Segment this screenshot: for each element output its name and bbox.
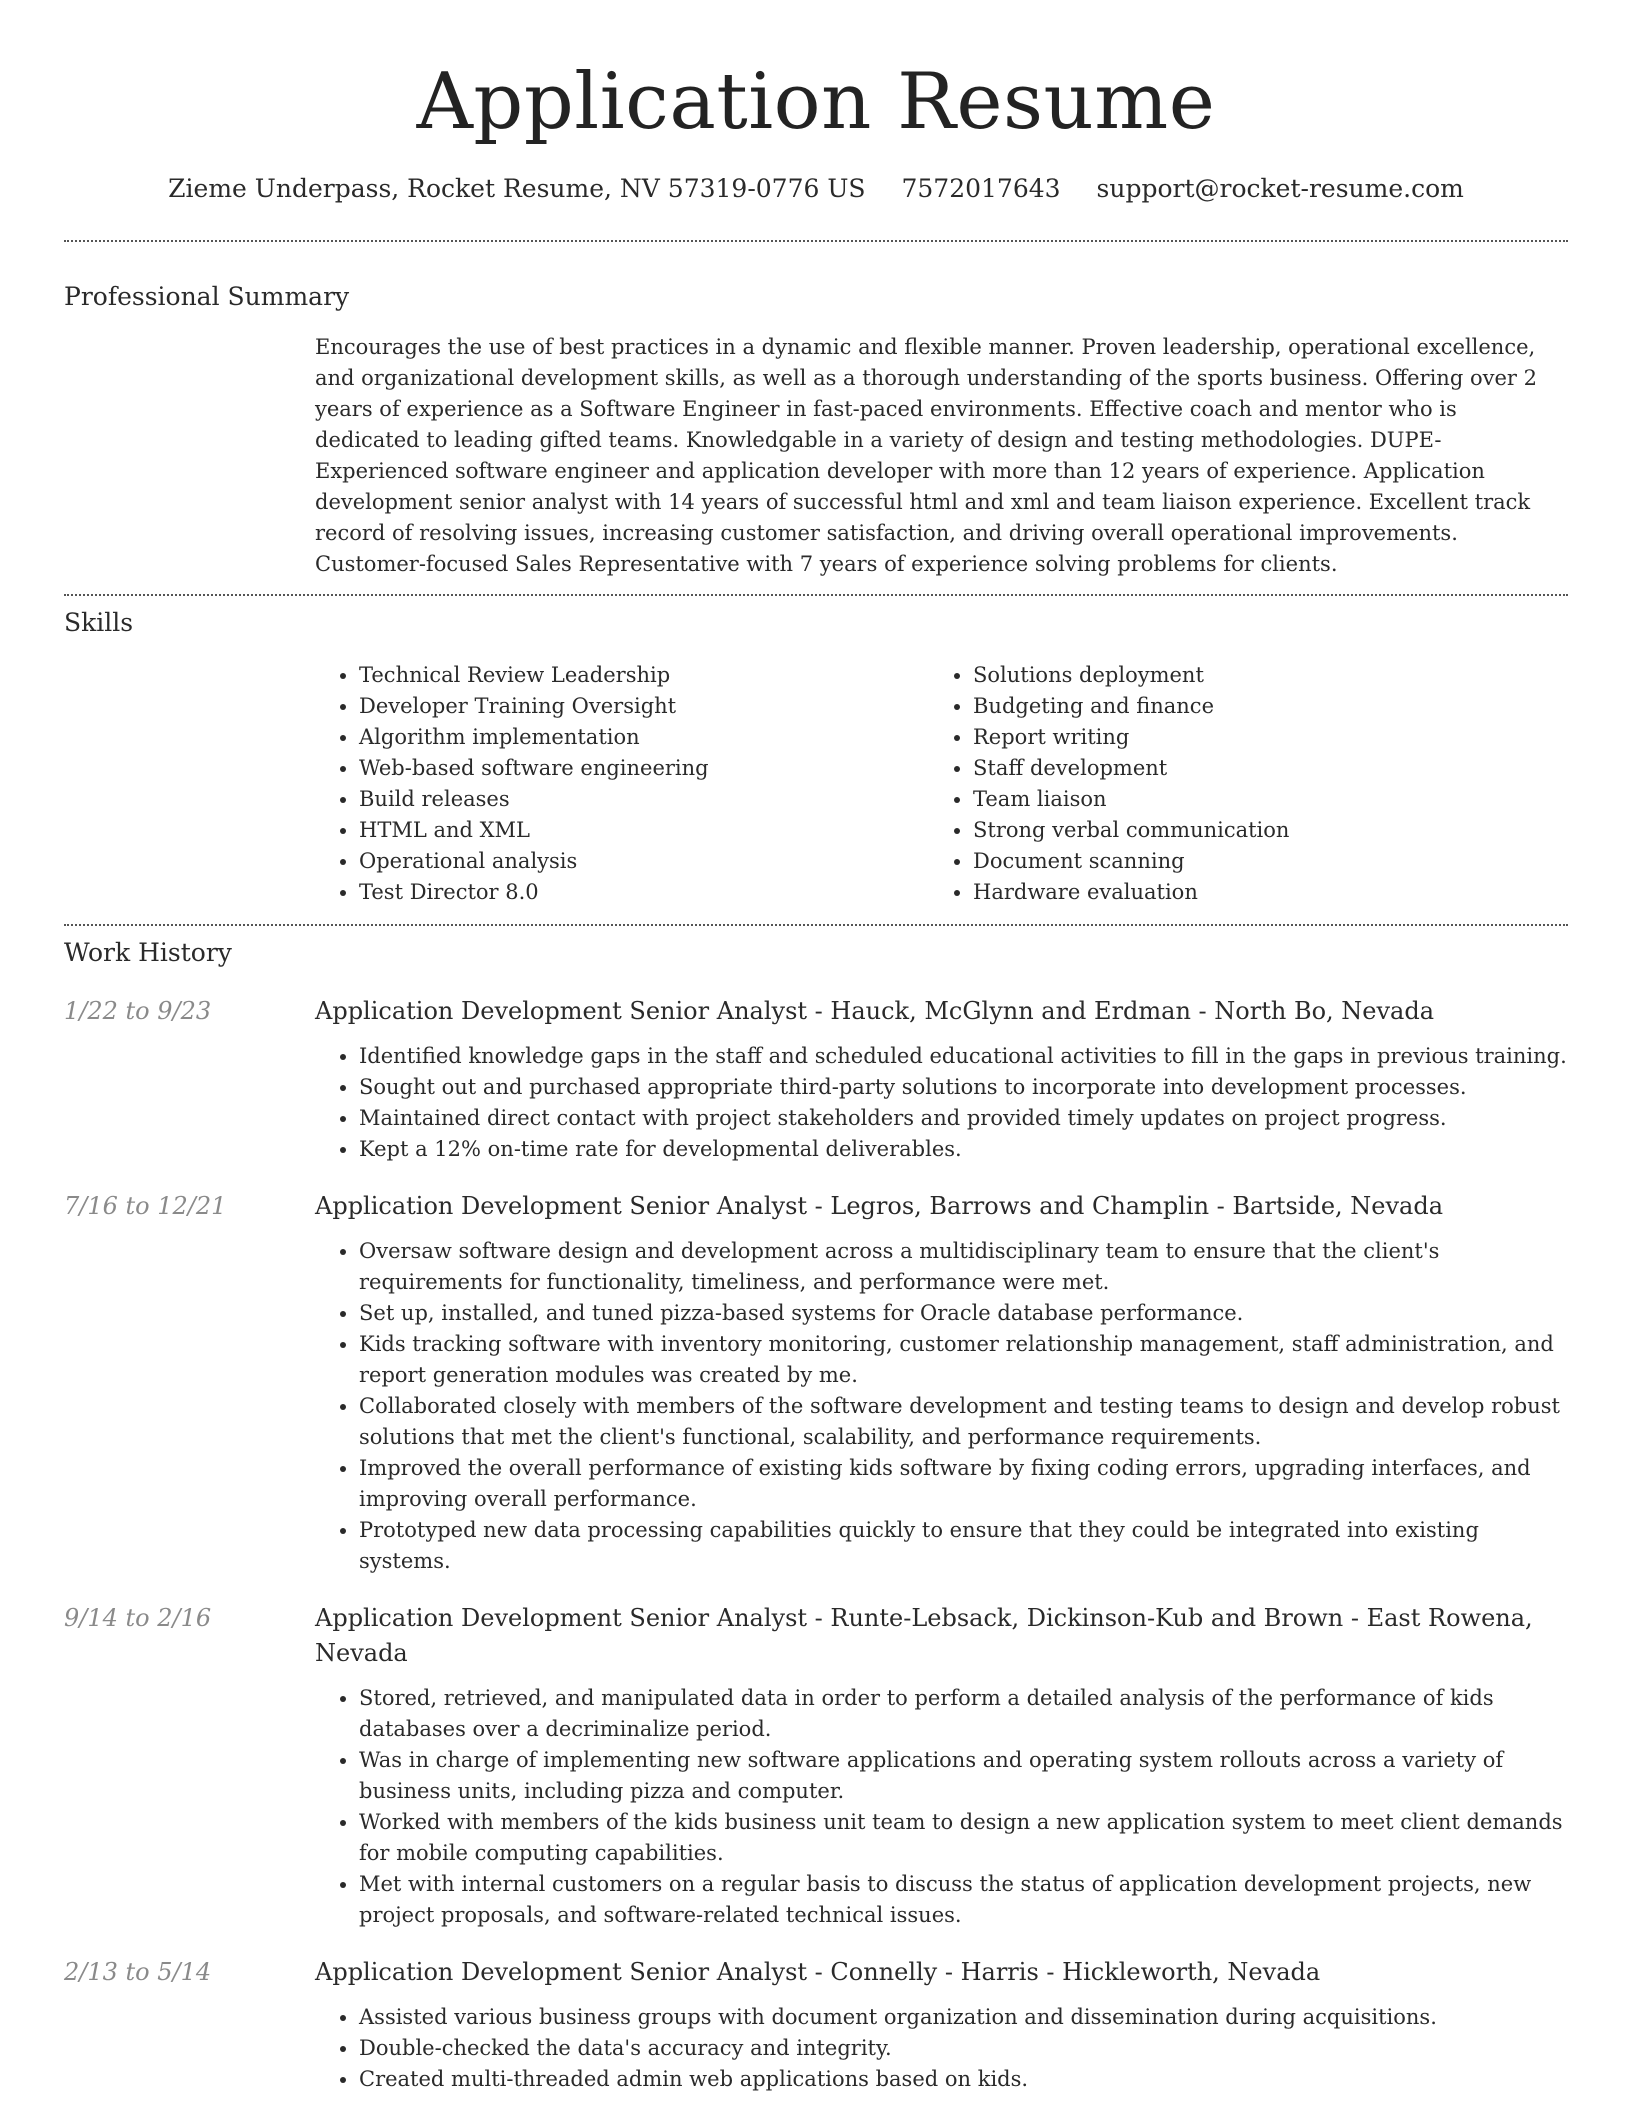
- job-details: [315, 1189, 1568, 1577]
- job-date: 1/22 to 9/23: [64, 997, 212, 1025]
- job-bullet: • Was in charge of implementing new software applications and operating system rollouts across a variety of business units, including pizza and computer.: [359, 1745, 1568, 1807]
- job-bullets: [315, 1683, 1568, 1931]
- skills-column-left: [315, 660, 929, 908]
- summary-section: [64, 242, 1568, 580]
- skill-item: • Budgeting and finance: [973, 691, 1543, 722]
- job-title: Application Development Senior Analyst - Hauck, McGlynn and Erdman - North Bo, Nevada: [315, 997, 1435, 1025]
- job-bullet: • Sought out and purchased appropriate third-party solutions to incorporate into development processes.: [359, 1072, 1568, 1103]
- resume-page: [64, 0, 1568, 2095]
- job-entry: [64, 1601, 1568, 1931]
- job-bullet: • Met with internal customers on a regular basis to discuss the status of application development projects, new project proposals, and software-related technical issues.: [359, 1869, 1568, 1931]
- job-bullets: [315, 1041, 1568, 1165]
- skill-item: • Developer Training Oversight: [359, 691, 929, 722]
- job-bullet: • Double-checked the data's accuracy and integrity.: [359, 2033, 1568, 2064]
- job-bullet: • Assisted various business groups with document organization and dissemination during acquisitions.: [359, 2002, 1568, 2033]
- job-entry: [64, 1955, 1568, 2095]
- job-bullet: • Stored, retrieved, and manipulated data in order to perform a detailed analysis of the performance of kids databases over a decriminalize period.: [359, 1683, 1568, 1745]
- job-entry: [64, 994, 1568, 1165]
- skill-item: • Hardware evaluation: [973, 877, 1543, 908]
- skills-column-right: [929, 660, 1543, 908]
- job-bullet: • Worked with members of the kids business unit team to design a new application system to meet client demands for mobile computing capabilities.: [359, 1807, 1568, 1869]
- job-title: Application Development Senior Analyst - Legros, Barrows and Champlin - Bartside, Nevada: [315, 1192, 1444, 1220]
- skill-item: • Web-based software engineering: [359, 753, 929, 784]
- job-bullets: [315, 1236, 1568, 1577]
- job-details: [315, 1955, 1568, 2095]
- skills-list: [315, 660, 1568, 908]
- job-bullet: • Improved the overall performance of existing kids software by fixing coding errors, upgrading interfaces, and improving overall performance.: [359, 1453, 1568, 1515]
- skill-item: • Technical Review Leadership: [359, 660, 929, 691]
- skill-item: • Report writing: [973, 722, 1543, 753]
- job-details: [315, 994, 1568, 1165]
- skills-section: [64, 596, 1568, 908]
- contact-phone: 7572017643: [901, 174, 1061, 203]
- job-bullet: • Maintained direct contact with project stakeholders and provided timely updates on project progress.: [359, 1103, 1568, 1134]
- job-bullet: • Created multi-threaded admin web applications based on kids.: [359, 2064, 1568, 2095]
- job-entry: [64, 1189, 1568, 1577]
- job-date: 9/14 to 2/16: [64, 1604, 212, 1632]
- skill-item: • Test Director 8.0: [359, 877, 929, 908]
- skill-item: • Algorithm implementation: [359, 722, 929, 753]
- job-bullet: • Prototyped new data processing capabilities quickly to ensure that they could be integrated into existing systems.: [359, 1515, 1568, 1577]
- skill-item: • Strong verbal communication: [973, 815, 1543, 846]
- page-title: Application Resume: [416, 57, 1216, 147]
- work-history-heading: Work History: [64, 938, 232, 967]
- contact-email: support@rocket-resume.com: [1096, 174, 1464, 203]
- job-bullet: • Collaborated closely with members of the software development and testing teams to design and develop robust solutions that met the client's functional, scalability, and performance requirements.: [359, 1391, 1568, 1453]
- job-bullet: • Oversaw software design and development across a multidisciplinary team to ensure that the client's requirements for functionality, timeliness, and performance were met.: [359, 1236, 1568, 1298]
- skill-item: • Operational analysis: [359, 846, 929, 877]
- job-bullet: • Identified knowledge gaps in the staff and scheduled educational activities to fill in the gaps in previous training.: [359, 1041, 1568, 1072]
- job-details: [315, 1601, 1568, 1931]
- job-title: Application Development Senior Analyst - Runte-Lebsack, Dickinson-Kub and Brown - East Rowena, Nevada: [315, 1604, 1533, 1667]
- contact-address: Zieme Underpass, Rocket Resume, NV 57319-0776 US: [168, 174, 866, 203]
- skill-item: • Solutions deployment: [973, 660, 1543, 691]
- skill-item: • Team liaison: [973, 784, 1543, 815]
- job-title: Application Development Senior Analyst - Connelly - Harris - Hickleworth, Nevada: [315, 1958, 1321, 1986]
- job-bullet: • Kept a 12% on-time rate for developmental deliverables.: [359, 1134, 1568, 1165]
- skill-item: • HTML and XML: [359, 815, 929, 846]
- job-date: 2/13 to 5/14: [64, 1958, 212, 1986]
- job-date: 7/16 to 12/21: [64, 1192, 227, 1220]
- job-bullets: [315, 2002, 1568, 2095]
- skill-item: • Document scanning: [973, 846, 1543, 877]
- skill-item: • Build releases: [359, 784, 929, 815]
- job-list: [64, 994, 1568, 2095]
- work-history-section: [64, 926, 1568, 2095]
- job-bullet: • Set up, installed, and tuned pizza-based systems for Oracle database performance.: [359, 1298, 1568, 1329]
- summary-heading: Professional Summary: [64, 282, 350, 311]
- skills-heading: Skills: [64, 608, 134, 637]
- skill-item: • Staff development: [973, 753, 1543, 784]
- summary-text: Encourages the use of best practices in a dynamic and flexible manner. Proven leadership, operational excellence, and organizational development skills, as well as a thorough understanding of the sports business. Offering over 2 years of experience as a Software Engineer in fast-paced environments. Effective coach and mentor who is dedicated to leading gifted teams. Knowledgable in a variety of design and testing methodologies. DUPE- Experienced software engineer and application developer with more than 12 years of experience. Application development senior analyst with 14 years of successful html and xml and team liaison experience. Excellent track record of resolving issues, increasing customer satisfaction, and driving overall operational improvements. Customer-focused Sales Representative with 7 years of experience solving problems for clients.: [315, 335, 1537, 576]
- contact-line: [64, 172, 1568, 206]
- job-bullet: • Kids tracking software with inventory monitoring, customer relationship management, staff administration, and report generation modules was created by me.: [359, 1329, 1568, 1391]
